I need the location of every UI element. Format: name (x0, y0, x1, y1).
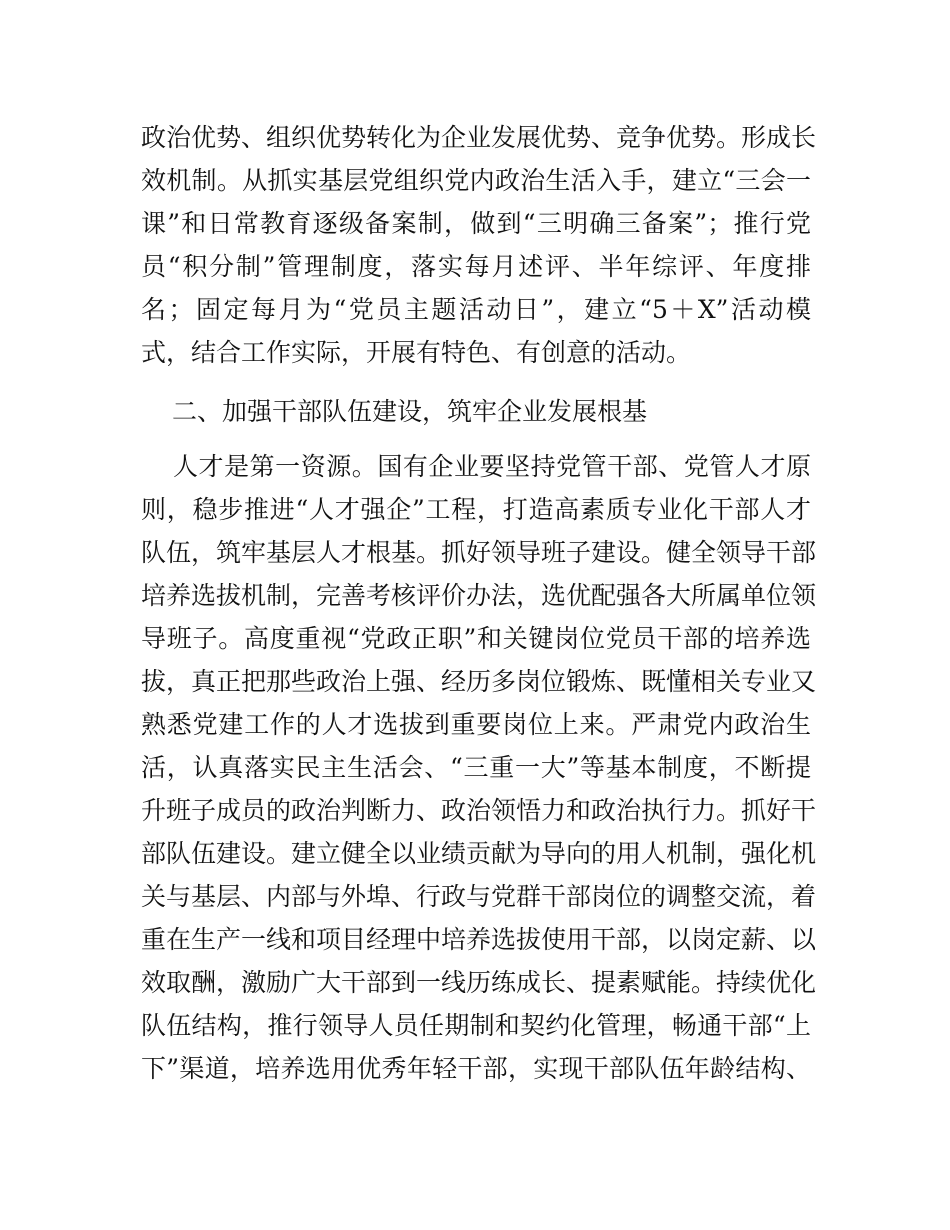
paragraph-2-line: 升班子成员的政治判断力、政治领悟力和政治执行力。抓好干 (141, 796, 817, 825)
paragraph-1 (141, 116, 817, 374)
paragraph-2-line: 效取酬，激励广大干部到一线历练成长、提素赋能。持续优化 (141, 968, 817, 997)
paragraph-2-line: 熟悉党建工作的人才选拔到重要岗位上来。严肃党内政治生 (141, 710, 811, 739)
paragraph-2-line: 重在生产一线和项目经理中培养选拔使用干部，以岗定薪、以 (141, 925, 817, 954)
paragraph-2-line: 导班子。高度重视“党政正职”和关键岗位党员干部的培养选 (141, 624, 811, 653)
paragraph-1-line: 政治优势、组织优势转化为企业发展优势、竞争优势。形成长 (141, 123, 817, 152)
paragraph-2-line: 则，稳步推进“人才强企”工程，打造高素质专业化干部人才 (141, 495, 811, 524)
paragraph-2-line: 部队伍建设。建立健全以业绩贡献为导向的用人机制，强化机 (141, 839, 817, 868)
paragraph-1-line: 效机制。从抓实基层党组织党内政治生活入手，建立“三会一 (141, 166, 811, 195)
paragraph-2-line: 拔，真正把那些政治上强、经历多岗位锻炼、既懂相关专业又 (141, 667, 817, 696)
paragraph-1-line: 式，结合工作实际，开展有特色、有创意的活动。 (141, 338, 692, 367)
section-heading: 二、加强干部队伍建设，筑牢企业发展根基 (172, 397, 648, 426)
paragraph-2-line: 队伍结构，推行领导人员任期制和契约化管理，畅通干部“上 (141, 1011, 811, 1040)
paragraph-2-line: 培养选拔机制，完善考核评价办法，选优配强各大所属单位领 (141, 581, 817, 610)
paragraph-2-line: 人才是第一资源。国有企业要坚持党管干部、党管人才原 (173, 452, 811, 481)
paragraph-2-line: 队伍，筑牢基层人才根基。抓好领导班子建设。健全领导干部 (141, 538, 817, 567)
paragraph-2 (141, 445, 817, 1090)
paragraph-1-line: 员“积分制”管理制度，落实每月述评、半年综评、年度排 (141, 252, 811, 281)
paragraph-2-line: 下”渠道，培养选用优秀年轻干部，实现干部队伍年龄结构、 (141, 1054, 811, 1083)
paragraph-1-line: 课”和日常教育逐级备案制，做到“三明确三备案”；推行党 (141, 209, 811, 238)
paragraph-2-line: 关与基层、内部与外埠、行政与党群干部岗位的调整交流，着 (141, 882, 817, 911)
paragraph-2-line: 活，认真落实民主生活会、“三重一大”等基本制度，不断提 (141, 753, 811, 782)
paragraph-1-line: 名；固定每月为“党员主题活动日”，建立“5＋X”活动模 (141, 295, 811, 324)
